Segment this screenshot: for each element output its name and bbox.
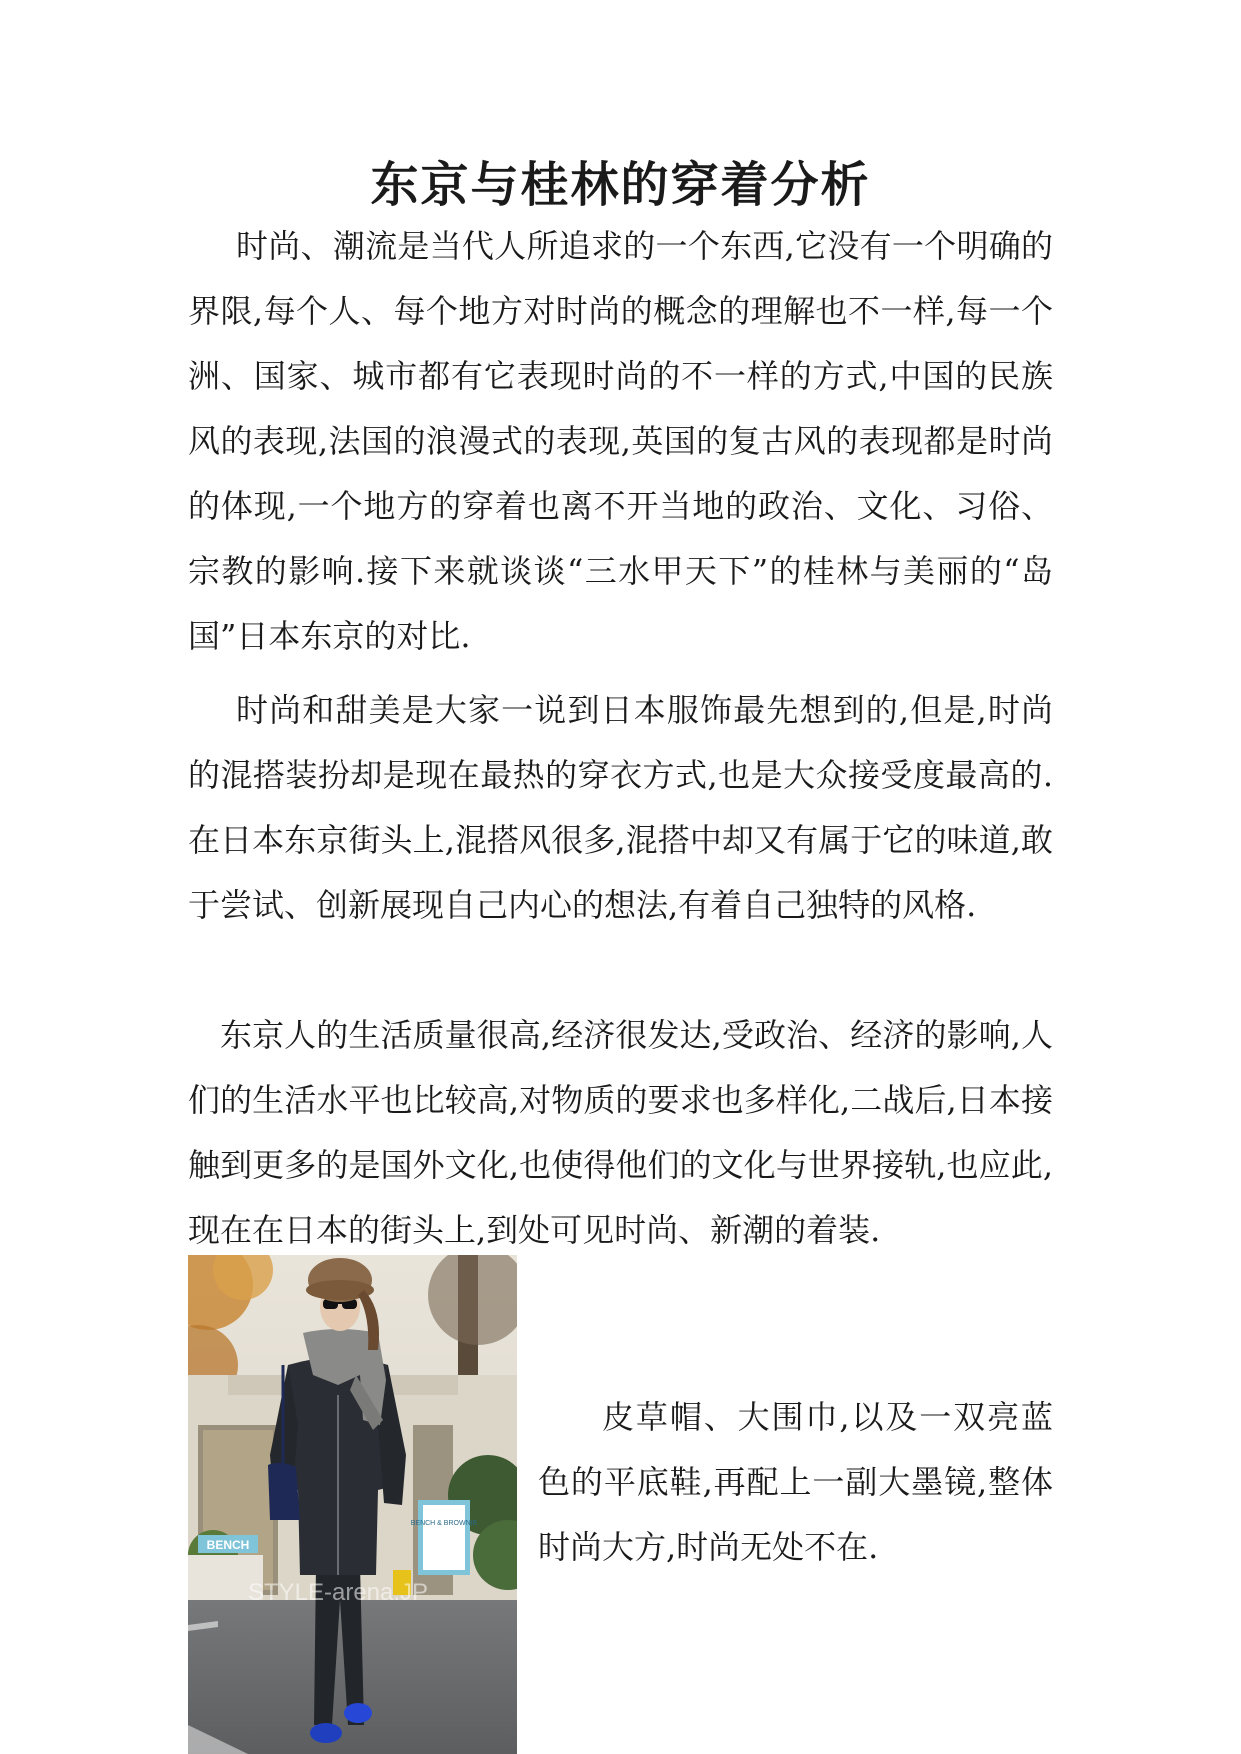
paragraph-tokyo-life: 东京人的生活质量很高,经济很发达,受政治、经济的影响,人们的生活水平也比较高,对物质的要求也多样化,二战后,日本接触到更多的是国外文化,也使得他们的文化与世界接轨,也应此,现在在日本的街头上,到处可见时尚、新潮的着装.: [188, 1016, 1053, 1249]
document-title: 东京与桂林的穿着分析: [370, 157, 871, 213]
paragraph-japan-fashion: 时尚和甜美是大家一说到日本服饰最先想到的,但是,时尚的混搭装扮却是现在最热的穿衣方式,也是大众接受度最高的.在日本东京街头上,混搭风很多,混搭中却又有属于它的味道,敢于尝试、创新展现自己内心的想法,有着自己独特的风格.: [188, 691, 1053, 924]
paragraph-intro: 时尚、潮流是当代人所追求的一个东西,它没有一个明确的界限,每个人、每个地方对时尚的概念的理解也不一样,每一个洲、国家、城市都有它表现时尚的不一样的方式,中国的民族风的表现,法国的浪漫式的表现,英国的复古风的表现都是时尚的体现,一个地方的穿着也离不开当地的政治、文化、习俗、宗教的影响.接下来就谈谈“三水甲天下”的桂林与美丽的“岛国”日本东京的对比.: [188, 227, 1053, 655]
photo-watermark: STYLE-arena.JP: [247, 1579, 429, 1606]
store-sign-text: BENCH: [206, 1538, 250, 1552]
photo-caption: 皮草帽、大围巾,以及一双亮蓝色的平底鞋,再配上一副大墨镜,整体时尚大方,时尚无处不在.: [538, 1398, 1053, 1566]
street-fashion-photo: [188, 1255, 517, 1754]
sandwich-board-text: BENCH & BROWNIE: [410, 1520, 478, 1527]
